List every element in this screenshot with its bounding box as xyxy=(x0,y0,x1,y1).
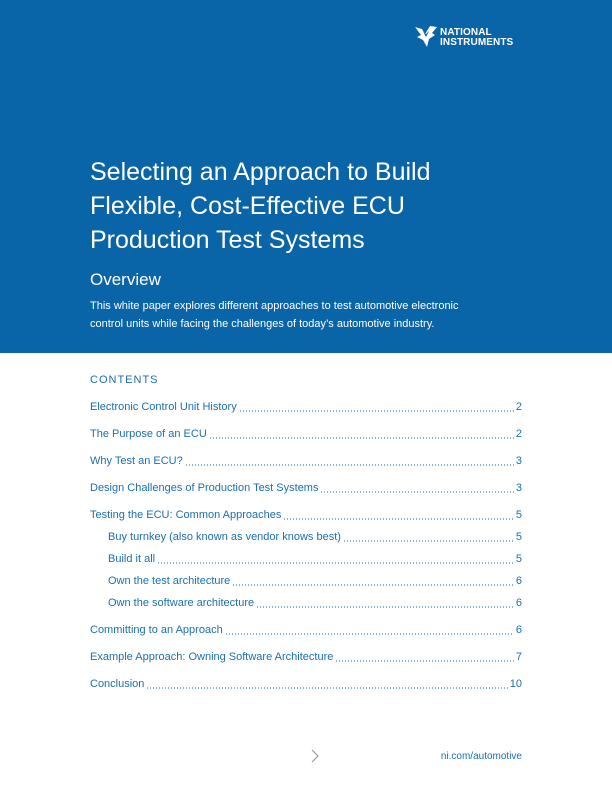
dot-leader xyxy=(232,584,514,586)
dot-leader xyxy=(343,540,514,542)
toc-entry-buy-turnkey[interactable] xyxy=(108,531,522,545)
toc-entry-why-test-ecu[interactable] xyxy=(90,455,522,469)
toc-page-number: 6 xyxy=(515,597,522,609)
logo-word-national: NATIONAL xyxy=(440,27,492,38)
toc-label: Own the software architecture xyxy=(108,597,255,609)
cover-banner xyxy=(0,0,612,353)
toc-page-number: 10 xyxy=(509,678,522,690)
toc-entry-committing[interactable] xyxy=(90,624,522,638)
dot-leader xyxy=(146,687,507,689)
toc-label: Own the test architecture xyxy=(108,575,231,587)
toc-page-number: 6 xyxy=(515,624,522,636)
toc-label: Design Challenges of Production Test Systems xyxy=(90,482,319,494)
title-line: Flexible, Cost-Effective ECU xyxy=(90,192,405,220)
toc-entry-purpose-of-ecu[interactable] xyxy=(90,428,522,442)
toc-entry-design-challenges[interactable] xyxy=(90,482,522,496)
toc-page-number: 5 xyxy=(515,509,522,521)
toc-label: Buy turnkey (also known as vendor knows best) xyxy=(108,531,341,543)
logo-word-instruments: INSTRUMENTS xyxy=(440,37,514,48)
toc-label: Build it all xyxy=(108,553,156,565)
dot-leader xyxy=(256,606,514,608)
toc-entry-own-software-architecture[interactable] xyxy=(108,597,522,611)
toc-entry-conclusion[interactable] xyxy=(90,678,522,692)
toc-label: Conclusion xyxy=(90,678,145,690)
toc-entry-build-it-all[interactable] xyxy=(108,553,522,567)
dot-leader xyxy=(320,491,513,493)
dot-leader xyxy=(209,437,514,439)
toc-page-number: 3 xyxy=(515,482,522,494)
toc-entry-common-approaches[interactable] xyxy=(90,509,522,523)
ni-logo[interactable] xyxy=(414,25,524,51)
toc-entry-ecu-history[interactable] xyxy=(90,401,522,415)
eagle-icon xyxy=(414,25,438,49)
toc-page-number: 7 xyxy=(515,651,522,663)
dot-leader xyxy=(185,464,514,466)
toc-label: Committing to an Approach xyxy=(90,624,223,636)
contents-heading: CONTENTS xyxy=(90,374,159,386)
toc-label: Example Approach: Owning Software Architecture xyxy=(90,651,334,663)
footer-url-link[interactable]: ni.com/automotive xyxy=(440,751,522,762)
toc-label: Testing the ECU: Common Approaches xyxy=(90,509,282,521)
dot-leader xyxy=(335,660,514,662)
toc-label: The Purpose of an ECU xyxy=(90,428,207,440)
overview-heading: Overview xyxy=(90,270,161,289)
document-title xyxy=(90,155,530,257)
toc-entry-own-test-architecture[interactable] xyxy=(108,575,522,589)
summary-line: This white paper explores different approaches to test automotive electronic xyxy=(90,300,459,312)
dot-leader xyxy=(225,633,514,635)
summary-line: control units while facing the challenges of today’s automotive industry. xyxy=(90,318,435,330)
toc-entry-example-approach[interactable] xyxy=(90,651,522,665)
title-line: Production Test Systems xyxy=(90,226,365,254)
dot-leader xyxy=(283,518,514,520)
toc-label: Electronic Control Unit History xyxy=(90,401,237,413)
overview-summary xyxy=(90,297,530,333)
dot-leader xyxy=(157,562,514,564)
chevron-right-icon[interactable] xyxy=(309,748,321,764)
toc-label: Why Test an ECU? xyxy=(90,455,183,467)
dot-leader xyxy=(239,410,514,412)
toc-page-number: 5 xyxy=(515,531,522,543)
toc-page-number: 2 xyxy=(515,428,522,440)
toc-page-number: 2 xyxy=(515,401,522,413)
toc-page-number: 3 xyxy=(515,455,522,467)
title-line: Selecting an Approach to Build xyxy=(90,158,431,186)
toc-page-number: 6 xyxy=(515,575,522,587)
toc-page-number: 5 xyxy=(515,553,522,565)
